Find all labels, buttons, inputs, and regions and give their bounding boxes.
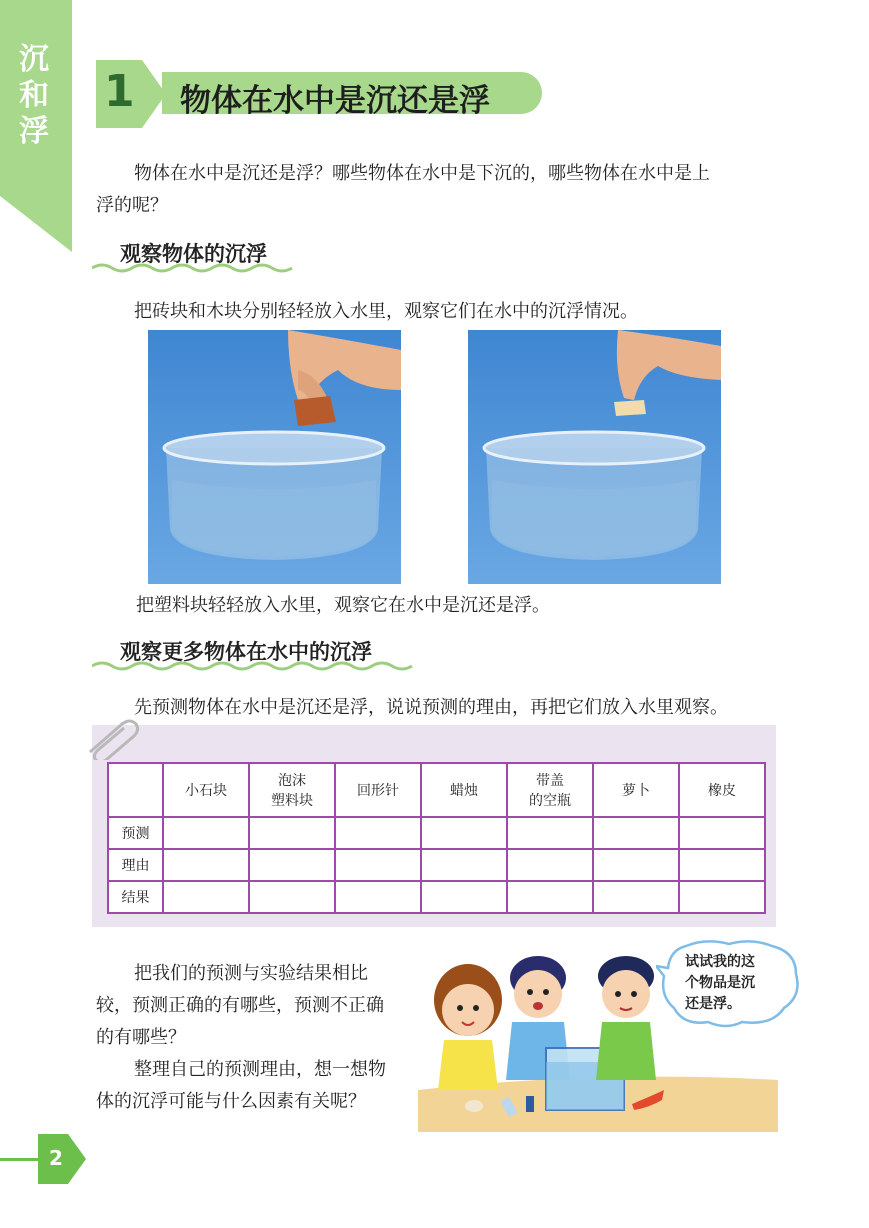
- table-cell[interactable]: [507, 849, 593, 881]
- table-cell[interactable]: [249, 849, 335, 881]
- table-cell[interactable]: [679, 881, 765, 913]
- table-cell[interactable]: [507, 817, 593, 849]
- speech-line-2: 个物品是沉: [685, 975, 755, 991]
- section1-instruction: 把砖块和木块分别轻轻放入水里，观察它们在水中的沉浮情况。: [134, 301, 638, 322]
- intro-line-2: 浮的呢？: [96, 195, 168, 216]
- photo-wood-into-water: [468, 330, 721, 584]
- section-heading-observe-more: 观察更多物体在水中的沉浮: [120, 640, 372, 664]
- table-cell[interactable]: [593, 849, 679, 881]
- table-cell[interactable]: [593, 817, 679, 849]
- heading-wave-underline: [92, 262, 302, 274]
- paperclip-icon: [82, 716, 142, 760]
- speech-bubble-text: [685, 952, 785, 1015]
- observation-table: [107, 762, 766, 914]
- table-cell[interactable]: [679, 849, 765, 881]
- discussion-p2-line2: 体的沉浮可能与什么因素有关呢？: [96, 1091, 366, 1112]
- table-cell[interactable]: [507, 881, 593, 913]
- discussion-p1-line1: 把我们的预测与实验结果相比: [134, 963, 368, 984]
- section2-instruction: 先预测物体在水中是沉还是浮，说说预测的理由，再把它们放入水里观察。: [134, 697, 728, 718]
- table-cell[interactable]: [163, 817, 249, 849]
- table-row-label-result: 结果: [108, 881, 163, 913]
- table-header-paperclip: 回形针: [335, 763, 421, 817]
- table-header-bottle: 带盖 的空瓶: [507, 763, 593, 817]
- lesson-number-badge: [90, 54, 170, 134]
- table-cell[interactable]: [421, 817, 507, 849]
- speech-line-1: 试试我的这: [685, 954, 755, 970]
- chapter-title-vertical: [14, 42, 54, 150]
- plastic-block-note: 把塑料块轻轻放入水里，观察它在水中是沉还是浮。: [136, 595, 550, 616]
- table-cell[interactable]: [163, 849, 249, 881]
- table-header-radish: 萝卜: [593, 763, 679, 817]
- chapter-char-1: 沉: [19, 42, 49, 77]
- table-row-label-prediction: 预测: [108, 817, 163, 849]
- chapter-side-tab: [0, 0, 72, 252]
- table-cell[interactable]: [593, 881, 679, 913]
- table-header-eraser: 橡皮: [679, 763, 765, 817]
- chapter-char-2: 和: [19, 78, 49, 113]
- discussion-p2-line1: 整理自己的预测理由，想一想物: [134, 1059, 386, 1080]
- table-cell[interactable]: [163, 881, 249, 913]
- table-cell[interactable]: [335, 881, 421, 913]
- table-cell[interactable]: [249, 817, 335, 849]
- section-heading-observe: 观察物体的沉浮: [120, 242, 267, 266]
- table-corner-cell: [108, 763, 163, 817]
- photo-brick-into-water: [148, 330, 401, 584]
- table-cell[interactable]: [335, 817, 421, 849]
- chapter-char-3: 浮: [19, 114, 49, 149]
- table-header-stone: 小石块: [163, 763, 249, 817]
- lesson-title: 物体在水中是沉还是浮: [180, 83, 490, 119]
- table-cell[interactable]: [421, 849, 507, 881]
- page-number-badge: [38, 1134, 88, 1184]
- discussion-p1-line2: 较，预测正确的有哪些，预测不正确: [96, 995, 384, 1016]
- lesson-number: 1: [104, 66, 135, 117]
- speech-line-3: 还是浮。: [685, 996, 741, 1012]
- table-header-candle: 蜡烛: [421, 763, 507, 817]
- table-cell[interactable]: [335, 849, 421, 881]
- table-row-label-reason: 理由: [108, 849, 163, 881]
- table-cell[interactable]: [679, 817, 765, 849]
- intro-line-1: 物体在水中是沉还是浮？哪些物体在水中是下沉的，哪些物体在水中是上: [134, 163, 710, 184]
- table-cell[interactable]: [249, 881, 335, 913]
- discussion-p1-line3: 的有哪些？: [96, 1027, 186, 1048]
- table-cell[interactable]: [421, 881, 507, 913]
- heading-wave-underline-2: [92, 660, 422, 672]
- table-header-foam: 泡沫 塑料块: [249, 763, 335, 817]
- lesson-title-bar: [162, 72, 542, 119]
- page-number: 2: [49, 1146, 63, 1170]
